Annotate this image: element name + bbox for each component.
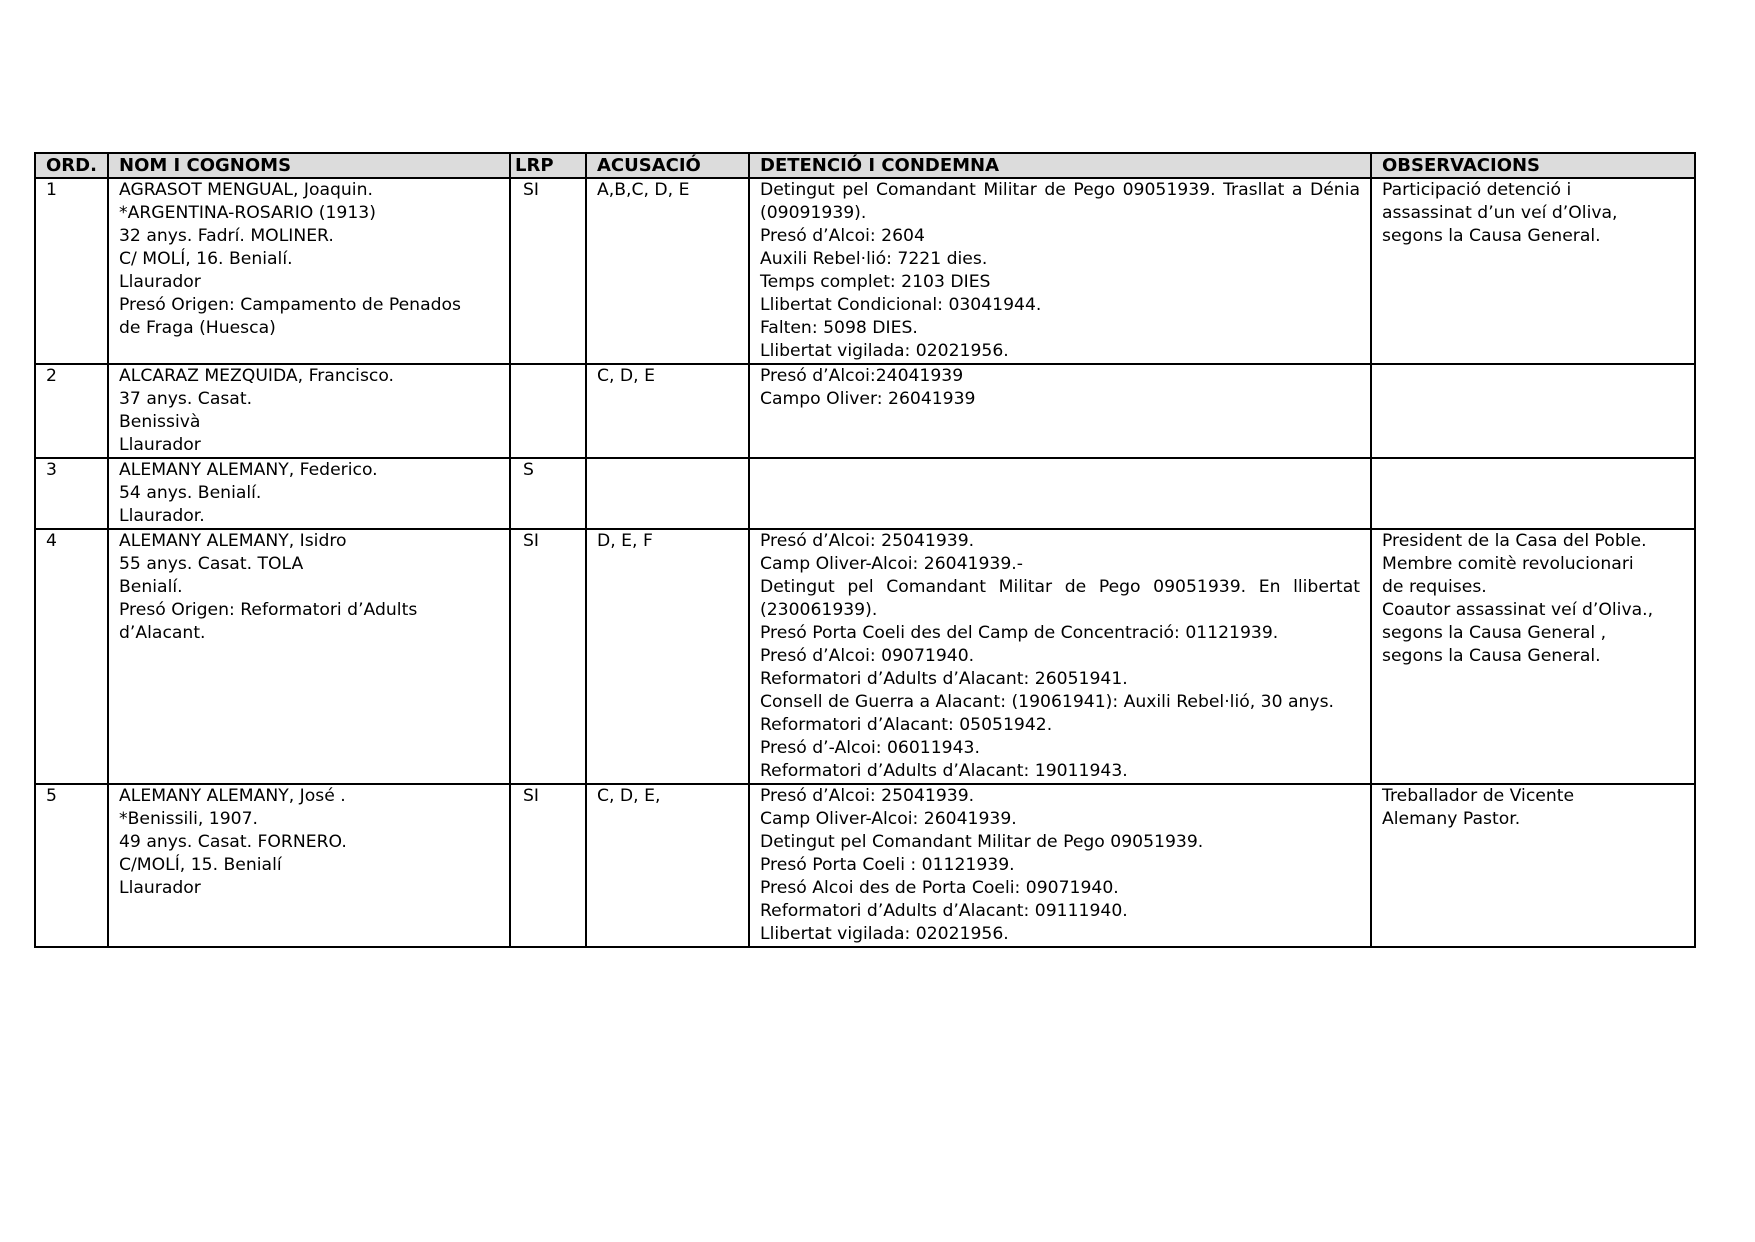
- cell-detention: [749, 529, 1371, 784]
- cell-charge: A,B,C, D, E: [586, 178, 749, 364]
- detention-line: Detingut pel Comandant Militar de Pego 09051939. Trasllat a Dénia (09091939).: [760, 180, 1360, 223]
- name-line: de Fraga (Huesca): [119, 318, 276, 338]
- detention-line: Camp Oliver-Alcoi: 26041939.: [760, 809, 1017, 829]
- detention-line: Llibertat vigilada: 02021956.: [760, 341, 1009, 361]
- detention-line: Presó d’Alcoi:24041939: [760, 366, 964, 386]
- table-row: [35, 529, 1695, 784]
- detention-line: Reformatori d’Alacant: 05051942.: [760, 715, 1053, 735]
- name-line: C/MOLÍ, 15. Benialí: [119, 855, 282, 875]
- cell-name: [108, 529, 510, 784]
- name-line: Llaurador: [119, 878, 201, 898]
- cell-lrp: SI: [510, 529, 586, 784]
- name-line: Presó Origen: Campamento de Penados: [119, 295, 461, 315]
- prisoner-record-table: [34, 152, 1696, 948]
- detention-line: Llibertat vigilada: 02021956.: [760, 924, 1009, 944]
- observation-line: Treballador de Vicente: [1382, 786, 1575, 806]
- detention-line: Presó d’-Alcoi: 06011943.: [760, 738, 980, 758]
- cell-detention: [749, 178, 1371, 364]
- name-line: C/ MOLÍ, 16. Benialí.: [119, 249, 293, 269]
- name-line: Llaurador.: [119, 506, 205, 526]
- name-line: Benissivà: [119, 412, 201, 432]
- cell-observations: [1371, 364, 1695, 458]
- detention-line: Auxili Rebel·lió: 7221 dies.: [760, 249, 988, 269]
- name-line: 37 anys. Casat.: [119, 389, 253, 409]
- name-line: ALEMANY ALEMANY, Federico.: [119, 460, 378, 480]
- cell-name: [108, 458, 510, 529]
- detention-line: Detingut pel Comandant Militar de Pego 09051939. En llibertat (230061939).: [760, 577, 1360, 620]
- detention-line: Temps complet: 2103 DIES: [760, 272, 991, 292]
- observation-line: Alemany Pastor.: [1382, 809, 1521, 829]
- table-row: [35, 364, 1695, 458]
- detention-line: Consell de Guerra a Alacant: (19061941): Auxili Rebel·lió, 30 anys.: [760, 692, 1335, 712]
- name-line: d’Alacant.: [119, 623, 206, 643]
- name-line: ALEMANY ALEMANY, José .: [119, 786, 346, 806]
- cell-ord: 5: [35, 784, 108, 947]
- cell-observations: [1371, 784, 1695, 947]
- table-row: [35, 784, 1695, 947]
- observation-line: assassinat d’un veí d’Oliva,: [1382, 203, 1618, 223]
- observation-line: Coautor assassinat veí d’Oliva.,: [1382, 600, 1654, 620]
- name-line: 55 anys. Casat. TOLA: [119, 554, 304, 574]
- name-line: Llaurador: [119, 435, 201, 455]
- cell-ord: 1: [35, 178, 108, 364]
- name-line: 54 anys. Benialí.: [119, 483, 262, 503]
- detention-line: Llibertat Condicional: 03041944.: [760, 295, 1042, 315]
- name-line: Presó Origen: Reformatori d’Adults: [119, 600, 418, 620]
- cell-charge: D, E, F: [586, 529, 749, 784]
- cell-name: [108, 178, 510, 364]
- detention-line: Camp Oliver-Alcoi: 26041939.-: [760, 554, 1023, 574]
- detention-line: Presó Porta Coeli : 01121939.: [760, 855, 1015, 875]
- detention-line: Presó d’Alcoi: 25041939.: [760, 531, 975, 551]
- detention-line: Detingut pel Comandant Militar de Pego 09051939.: [760, 832, 1204, 852]
- name-line: 32 anys. Fadrí. MOLINER.: [119, 226, 334, 246]
- name-line: ALCARAZ MEZQUIDA, Francisco.: [119, 366, 395, 386]
- cell-name: [108, 364, 510, 458]
- cell-charge: C, D, E: [586, 364, 749, 458]
- header-ord: ORD.: [35, 153, 108, 178]
- detention-line: Campo Oliver: 26041939: [760, 389, 976, 409]
- name-line: Llaurador: [119, 272, 201, 292]
- name-line: 49 anys. Casat. FORNERO.: [119, 832, 347, 852]
- detention-line: Presó Alcoi des de Porta Coeli: 09071940.: [760, 878, 1119, 898]
- table-row: [35, 458, 1695, 529]
- detention-line: Presó d’Alcoi: 25041939.: [760, 786, 975, 806]
- cell-detention: [749, 458, 1371, 529]
- table-header-row: [35, 153, 1695, 178]
- detention-line: Reformatori d’Adults d’Alacant: 19011943.: [760, 761, 1128, 781]
- detention-line: Presó d’Alcoi: 09071940.: [760, 646, 975, 666]
- cell-ord: 4: [35, 529, 108, 784]
- header-name: NOM I COGNOMS: [108, 153, 510, 178]
- detention-line: Presó Porta Coeli des del Camp de Concentració: 01121939.: [760, 623, 1279, 643]
- cell-observations: [1371, 178, 1695, 364]
- observation-line: segons la Causa General ,: [1382, 623, 1607, 643]
- cell-name: [108, 784, 510, 947]
- cell-detention: [749, 364, 1371, 458]
- observation-line: President de la Casa del Poble.: [1382, 531, 1647, 551]
- header-charge: ACUSACIÓ: [586, 153, 749, 178]
- cell-lrp: SI: [510, 178, 586, 364]
- cell-observations: [1371, 529, 1695, 784]
- name-line: ALEMANY ALEMANY, Isidro: [119, 531, 347, 551]
- detention-line: Reformatori d’Adults d’Alacant: 26051941.: [760, 669, 1128, 689]
- name-line: *ARGENTINA-ROSARIO (1913): [119, 203, 376, 223]
- header-observations: OBSERVACIONS: [1371, 153, 1695, 178]
- header-lrp: LRP: [510, 153, 586, 178]
- header-detention: DETENCIÓ I CONDEMNA: [749, 153, 1371, 178]
- observation-line: de requises.: [1382, 577, 1487, 597]
- name-line: AGRASOT MENGUAL, Joaquin.: [119, 180, 373, 200]
- cell-observations: [1371, 458, 1695, 529]
- cell-charge: C, D, E,: [586, 784, 749, 947]
- cell-ord: 2: [35, 364, 108, 458]
- cell-charge: [586, 458, 749, 529]
- cell-lrp: [510, 364, 586, 458]
- observation-line: segons la Causa General.: [1382, 226, 1601, 246]
- cell-lrp: SI: [510, 784, 586, 947]
- detention-line: Reformatori d’Adults d’Alacant: 09111940.: [760, 901, 1128, 921]
- cell-ord: 3: [35, 458, 108, 529]
- name-line: *Benissili, 1907.: [119, 809, 258, 829]
- name-line: Benialí.: [119, 577, 183, 597]
- detention-line: Presó d’Alcoi: 2604: [760, 226, 925, 246]
- observation-line: segons la Causa General.: [1382, 646, 1601, 666]
- detention-line: Falten: 5098 DIES.: [760, 318, 918, 338]
- observation-line: Participació detenció i: [1382, 180, 1572, 200]
- table-row: [35, 178, 1695, 364]
- cell-detention: [749, 784, 1371, 947]
- cell-lrp: S: [510, 458, 586, 529]
- observation-line: Membre comitè revolucionari: [1382, 554, 1634, 574]
